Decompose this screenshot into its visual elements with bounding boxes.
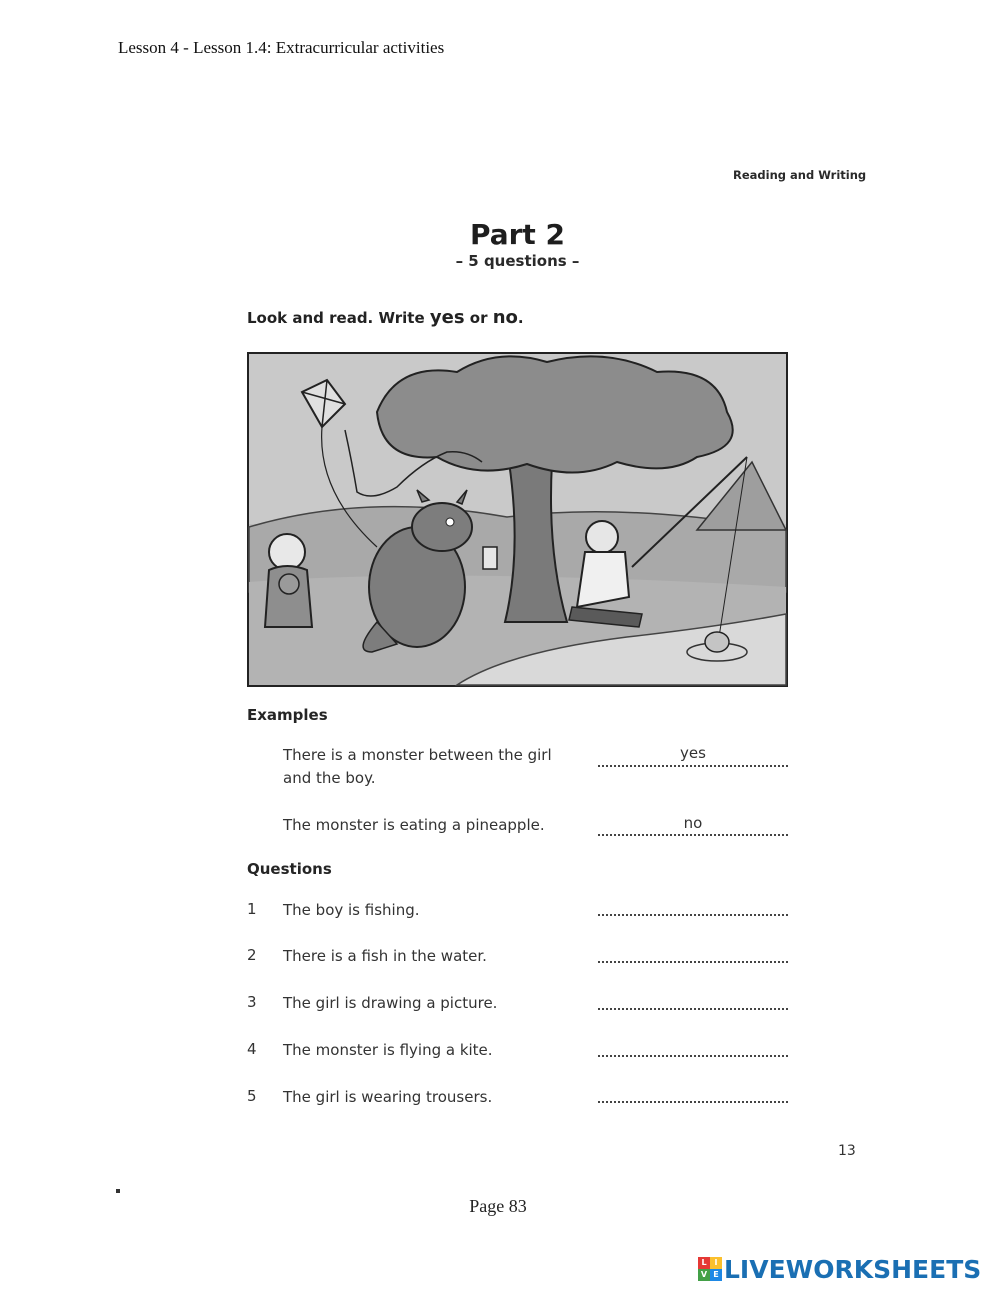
example-1-answer-line[interactable] (598, 765, 788, 767)
example-2-answer: no (683, 814, 703, 832)
instruction-no: no (492, 307, 518, 328)
question-5-number: 5 (247, 1087, 257, 1105)
example-1-line2: and the boy. (283, 769, 376, 787)
part-subtitle: – 5 questions – (455, 252, 580, 270)
logo-text: LIVEWORKSHEETS (724, 1254, 982, 1284)
section-label: Reading and Writing (733, 168, 867, 182)
examples-heading: Examples (247, 706, 328, 724)
question-4-answer-input[interactable] (598, 1055, 788, 1057)
instruction-yes: yes (429, 307, 465, 328)
lesson-title: Lesson 4 - Lesson 1.4: Extracurricular activities (118, 38, 445, 57)
instruction-end: . (517, 309, 524, 327)
question-3-text: The girl is drawing a picture. (283, 994, 498, 1012)
instruction-lead: Look and read. Write (247, 309, 425, 327)
example-1-answer: yes (680, 744, 706, 762)
liveworksheets-logo[interactable] (698, 1254, 981, 1284)
instruction-or: or (469, 309, 488, 327)
instruction (247, 307, 524, 328)
part-title: Part 2 (469, 218, 566, 251)
question-1-number: 1 (247, 900, 257, 918)
question-3-answer-input[interactable] (598, 1008, 788, 1010)
logo-cell-i: I (710, 1257, 722, 1269)
logo-grid-icon (698, 1257, 722, 1281)
question-2-text: There is a fish in the water. (283, 947, 487, 965)
logo-cell-l: L (698, 1257, 710, 1269)
question-1-text: The boy is fishing. (283, 901, 420, 919)
question-5-text: The girl is wearing trousers. (283, 1088, 493, 1106)
example-1-text (283, 744, 552, 790)
question-4-text: The monster is flying a kite. (283, 1041, 493, 1059)
logo-cell-v: V (698, 1269, 710, 1281)
bullet-mark (116, 1189, 120, 1193)
page-number: 13 (838, 1143, 856, 1159)
park-scene-illustration (247, 352, 788, 687)
question-4-number: 4 (247, 1040, 257, 1058)
example-1-line1: There is a monster between the girl (283, 746, 552, 764)
question-3-number: 3 (247, 993, 257, 1011)
footer-page-label: Page 83 (469, 1196, 527, 1216)
question-2-number: 2 (247, 946, 257, 964)
question-1-answer-input[interactable] (598, 914, 788, 916)
example-2-text: The monster is eating a pineapple. (283, 816, 545, 834)
logo-cell-e: E (710, 1269, 722, 1281)
questions-heading: Questions (247, 860, 332, 878)
example-2-answer-line[interactable] (598, 834, 788, 836)
question-5-answer-input[interactable] (598, 1101, 788, 1103)
question-2-answer-input[interactable] (598, 961, 788, 963)
